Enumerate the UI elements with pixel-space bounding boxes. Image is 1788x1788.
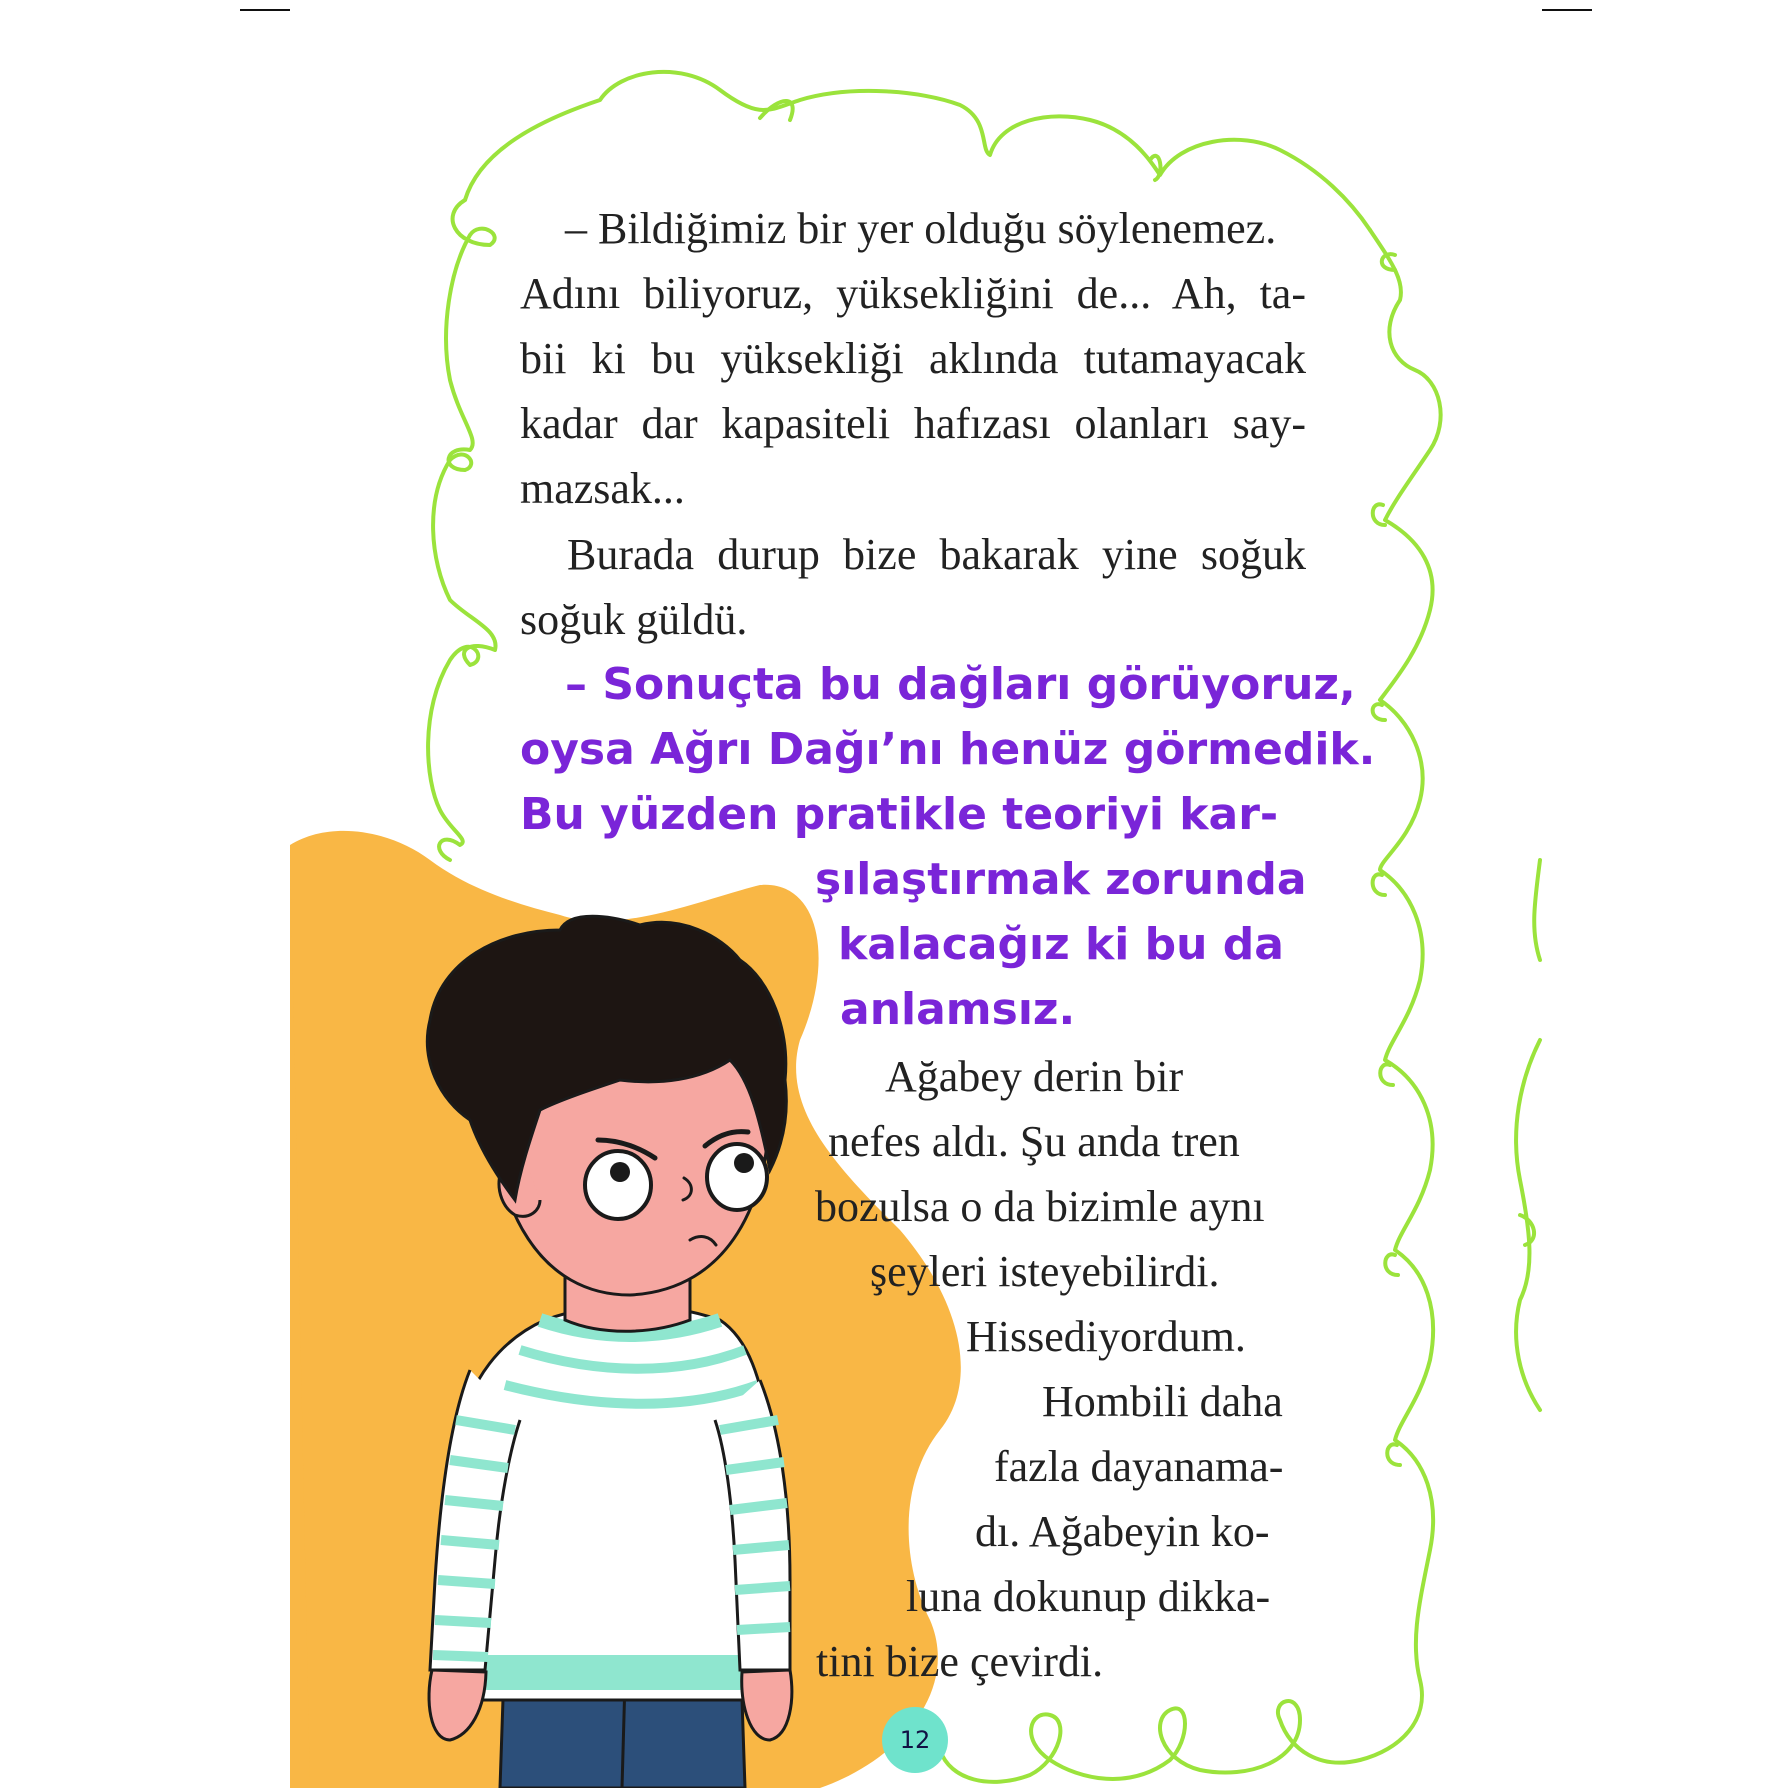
text-line: Ağabey derin bir <box>885 1052 1184 1101</box>
text-line: nefes aldı. Şu anda tren <box>828 1117 1240 1166</box>
highlight-line: oysa Ağrı Dağı’nı henüz görmedik. <box>520 724 1376 775</box>
text-line: – Bildiğimiz bir yer olduğu söylenemez. <box>565 204 1277 253</box>
text-line: kadar dar kapasiteli hafızası olanları say- <box>520 399 1306 448</box>
highlight-line: anlamsız. <box>840 984 1076 1035</box>
text-line: Adını biliyoruz, yüksekliğini de... Ah, ta- <box>520 269 1306 318</box>
text-line: Hissediyordum. <box>966 1312 1246 1361</box>
text-line: soğuk güldü. <box>520 595 748 644</box>
text-line: dı. Ağabeyin ko- <box>975 1507 1270 1556</box>
highlight-line: şılaştırmak zorunda <box>815 854 1307 905</box>
text-line: luna dokunup dikka- <box>906 1572 1271 1621</box>
text-line: tini bize çevirdi. <box>816 1637 1104 1686</box>
text-line: fazla dayanama- <box>994 1442 1284 1491</box>
text-line: bozulsa o da bizimle aynı <box>815 1182 1265 1231</box>
text-line: Burada durup bize bakarak yine soğuk <box>567 530 1306 579</box>
text-line: Hombili daha <box>1042 1377 1283 1426</box>
text-line: bii ki bu yüksekliği aklında tutamayacak <box>520 334 1306 383</box>
text-line: mazsak... <box>520 464 685 513</box>
highlight-line: Bu yüzden pratikle teoriyi kar- <box>520 789 1279 840</box>
highlight-line: kalacağız ki bu da <box>838 919 1284 970</box>
text-line: şeyleri isteyebilirdi. <box>870 1247 1220 1296</box>
page-number: 12 <box>899 1726 931 1754</box>
page-number-badge <box>882 1707 948 1773</box>
highlight-line: – Sonuçta bu dağları görüyoruz, <box>565 659 1356 710</box>
